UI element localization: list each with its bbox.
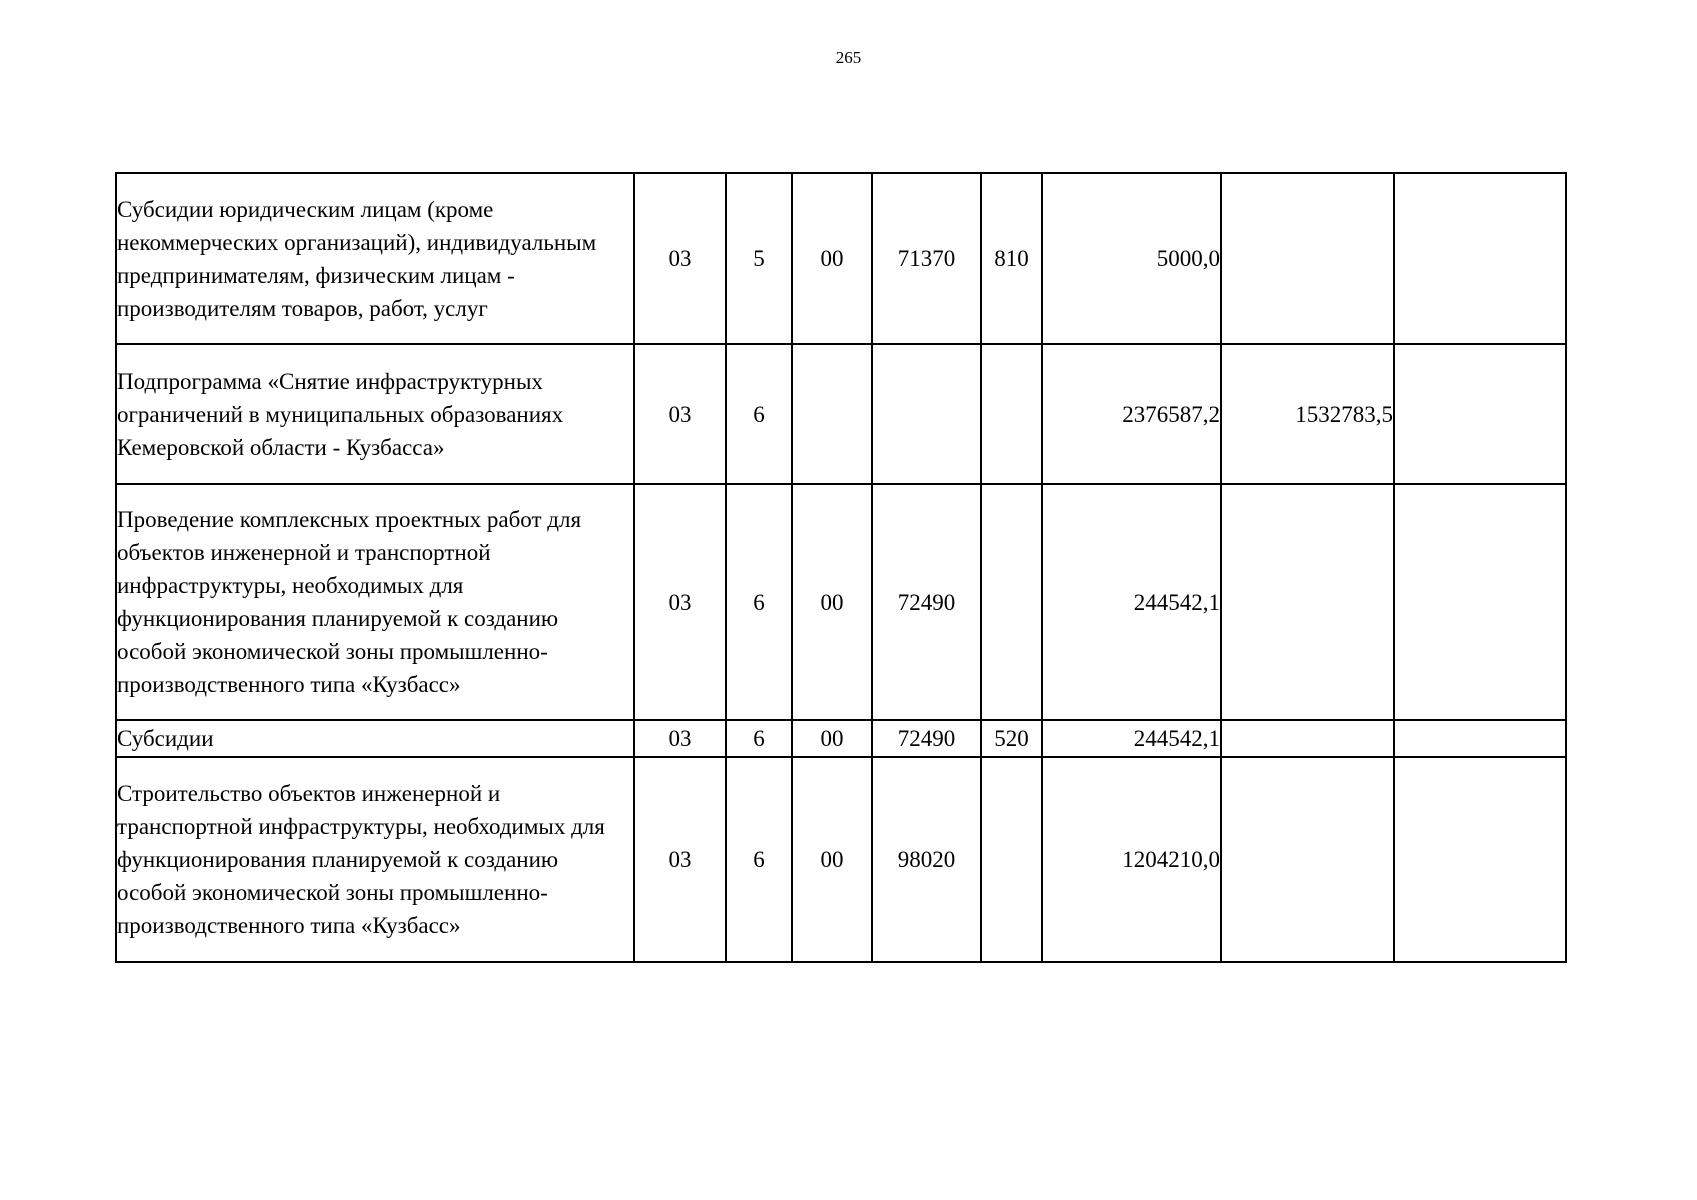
expense-type-cell bbox=[981, 344, 1042, 484]
table-row bbox=[116, 484, 1566, 720]
amount-cell-2 bbox=[1221, 757, 1394, 962]
amount-cell-2 bbox=[1221, 484, 1394, 720]
expense-type-cell: 810 bbox=[981, 173, 1042, 344]
expense-type-cell bbox=[981, 757, 1042, 962]
amount-cell-1: 1204210,0 bbox=[1042, 757, 1221, 962]
section-code-cell: 03 bbox=[634, 720, 726, 757]
row-name-cell: Строительство объектов инженерной и транспортной инфраструктуры, необходимых для функционирования планируемой к созданию особой экономической зоны промышленно-производственного типа «Кузбасс» bbox=[116, 757, 634, 962]
direction-code-cell: 72490 bbox=[872, 720, 981, 757]
amount-cell-1: 244542,1 bbox=[1042, 484, 1221, 720]
amount-cell-3 bbox=[1394, 720, 1566, 757]
subprogram-code-cell: 00 bbox=[792, 720, 872, 757]
section-code-cell: 03 bbox=[634, 757, 726, 962]
row-name-cell: Субсидии юридическим лицам (кроме некоммерческих организаций), индивидуальным предпринимателям, физическим лицам - производителям товаров, работ, услуг bbox=[116, 173, 634, 344]
direction-code-cell: 98020 bbox=[872, 757, 981, 962]
subprogram-code-cell: 00 bbox=[792, 757, 872, 962]
direction-code-cell: 71370 bbox=[872, 173, 981, 344]
amount-cell-3 bbox=[1394, 173, 1566, 344]
row-name-cell: Субсидии bbox=[116, 720, 634, 757]
amount-cell-3 bbox=[1394, 757, 1566, 962]
page-number: 265 bbox=[835, 48, 862, 67]
direction-code-cell bbox=[872, 344, 981, 484]
table-row bbox=[116, 720, 1566, 757]
section-code-cell: 03 bbox=[634, 484, 726, 720]
direction-code-cell: 72490 bbox=[872, 484, 981, 720]
amount-cell-1: 2376587,2 bbox=[1042, 344, 1221, 484]
section-code-cell: 03 bbox=[634, 173, 726, 344]
program-code-cell: 6 bbox=[726, 484, 792, 720]
amount-cell-2 bbox=[1221, 173, 1394, 344]
row-name-cell: Проведение комплексных проектных работ для объектов инженерной и транспортной инфраструктуры, необходимых для функционирования планируемой к созданию особой экономической зоны промышленно-производственного типа «Кузбасс» bbox=[116, 484, 634, 720]
budget-table bbox=[115, 172, 1567, 963]
section-code-cell: 03 bbox=[634, 344, 726, 484]
amount-cell-2 bbox=[1221, 720, 1394, 757]
subprogram-code-cell: 00 bbox=[792, 173, 872, 344]
subprogram-code-cell bbox=[792, 344, 872, 484]
amount-cell-3 bbox=[1394, 344, 1566, 484]
subprogram-code-cell: 00 bbox=[792, 484, 872, 720]
program-code-cell: 6 bbox=[726, 344, 792, 484]
amount-cell-1: 244542,1 bbox=[1042, 720, 1221, 757]
program-code-cell: 6 bbox=[726, 757, 792, 962]
program-code-cell: 6 bbox=[726, 720, 792, 757]
expense-type-cell: 520 bbox=[981, 720, 1042, 757]
program-code-cell: 5 bbox=[726, 173, 792, 344]
amount-cell-3 bbox=[1394, 484, 1566, 720]
row-name-cell: Подпрограмма «Снятие инфраструктурных ограничений в муниципальных образованиях Кемеровской области - Кузбасса» bbox=[116, 344, 634, 484]
table-row bbox=[116, 757, 1566, 962]
table-row bbox=[116, 344, 1566, 484]
amount-cell-1: 5000,0 bbox=[1042, 173, 1221, 344]
expense-type-cell bbox=[981, 484, 1042, 720]
table-row bbox=[116, 173, 1566, 344]
amount-cell-2: 1532783,5 bbox=[1221, 344, 1394, 484]
